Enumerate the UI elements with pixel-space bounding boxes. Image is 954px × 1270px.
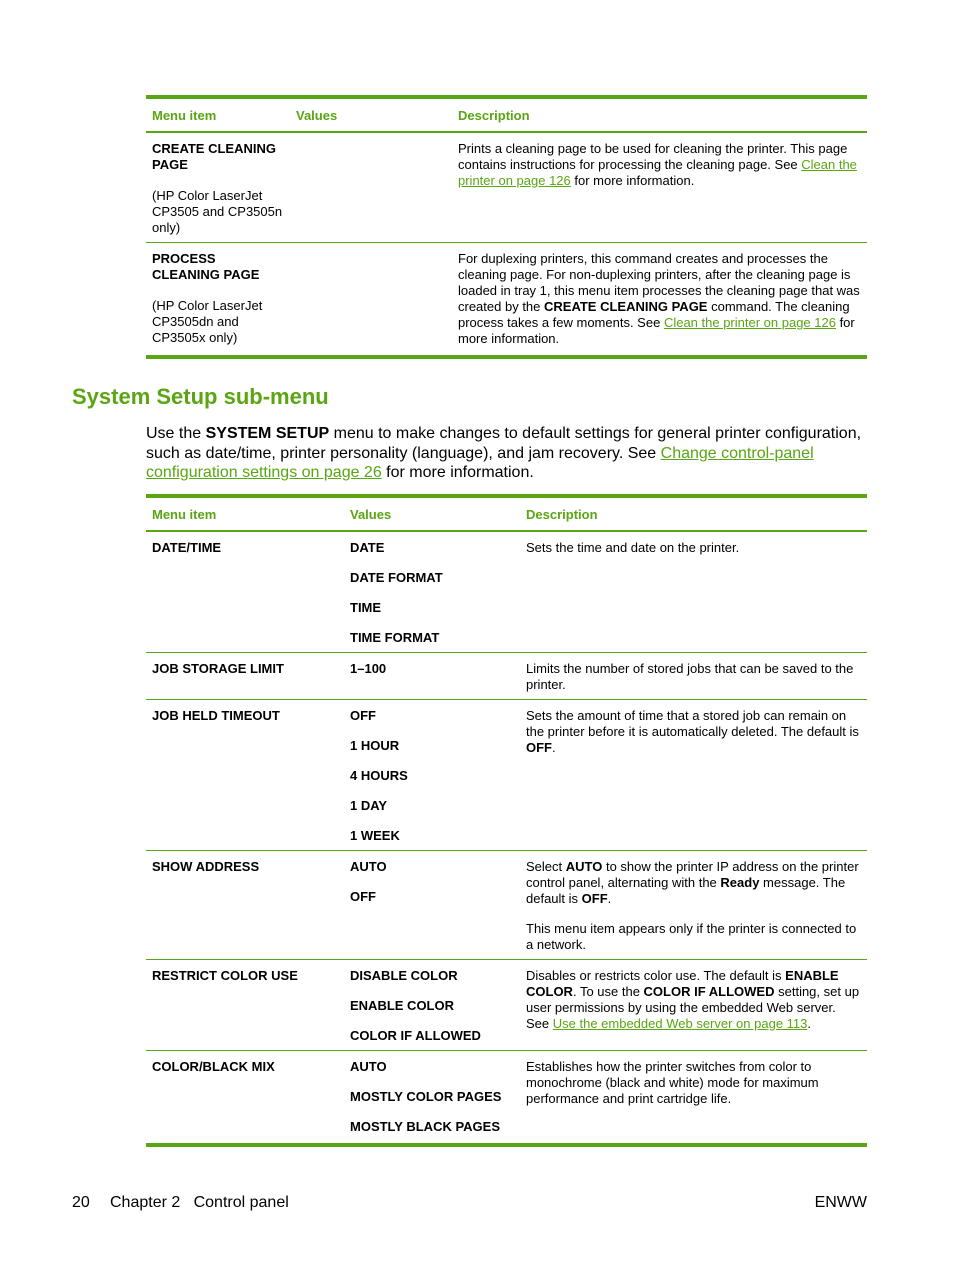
description-text: . To use the bbox=[572, 984, 644, 999]
column-header-description: Description bbox=[520, 496, 867, 531]
value-option: TIME bbox=[350, 600, 382, 615]
menu-item-name: DATE/TIME bbox=[146, 531, 344, 653]
value-option: COLOR IF ALLOWED bbox=[350, 1028, 481, 1043]
value-option: ENABLE COLOR bbox=[350, 998, 454, 1013]
column-header-menu-item: Menu item bbox=[146, 97, 290, 132]
table-header-row bbox=[146, 496, 867, 531]
menu-item-cell bbox=[146, 243, 290, 358]
description-bold: CREATE CLEANING PAGE bbox=[544, 299, 708, 314]
value-option: 1–100 bbox=[350, 661, 387, 676]
values-cell bbox=[344, 700, 520, 851]
intro-paragraph bbox=[146, 424, 870, 483]
intro-bold: SYSTEM SETUP bbox=[205, 425, 330, 442]
values-cell bbox=[290, 243, 452, 358]
description-cell: Sets the time and date on the printer. bbox=[520, 531, 867, 653]
description-text: command. The cleaning process takes a few moments. See bbox=[458, 299, 850, 330]
menu-item-note: (HP Color LaserJet CP3505dn and CP3505x only) bbox=[152, 298, 263, 345]
cleaning-menu-table bbox=[146, 95, 867, 359]
column-header-description: Description bbox=[452, 97, 867, 132]
menu-item-name: CREATE CLEANING PAGE bbox=[152, 141, 276, 172]
description-text: Sets the amount of time that a stored job can remain on the printer before it is automatically deleted. The default is bbox=[526, 708, 859, 739]
footer-page-number: 20 bbox=[72, 1194, 90, 1211]
description-bold: AUTO bbox=[565, 859, 603, 874]
table-row bbox=[146, 700, 867, 851]
values-cell bbox=[344, 851, 520, 960]
value-option: 4 HOURS bbox=[350, 768, 408, 783]
menu-item-name: SHOW ADDRESS bbox=[146, 851, 344, 960]
table-row bbox=[146, 851, 867, 960]
value-option: MOSTLY BLACK PAGES bbox=[350, 1119, 501, 1134]
description-cell bbox=[520, 960, 867, 1051]
value-option: DATE FORMAT bbox=[350, 570, 443, 585]
description-text: for more information. bbox=[570, 173, 695, 188]
intro-text: for more information. bbox=[381, 464, 534, 481]
description-text: . bbox=[807, 1016, 812, 1031]
description-text: setting, set up user permissions by using the embedded Web server. See bbox=[526, 984, 860, 1031]
description-cell: Establishes how the printer switches from color to monochrome (black and white) mode for maximum performance and print cartridge life. bbox=[520, 1051, 867, 1146]
description-text: to show the printer IP address on the printer control panel, alternating with the bbox=[526, 859, 859, 890]
description-cell bbox=[452, 132, 867, 243]
description-paragraph bbox=[526, 859, 861, 907]
value-option: 1 WEEK bbox=[350, 828, 400, 843]
menu-item-note: (HP Color LaserJet CP3505 and CP3505n only) bbox=[152, 188, 283, 235]
value-option: DISABLE COLOR bbox=[350, 968, 458, 983]
clean-printer-link[interactable]: Clean the printer on page 126 bbox=[458, 157, 857, 188]
section-title: System Setup sub-menu bbox=[72, 384, 329, 409]
description-text: For duplexing printers, this command creates and processes the cleaning page. For non-duplexing printers, after the cleaning page is loaded in tray 1, this menu item processes the cleaning page that was created by the bbox=[458, 251, 860, 314]
value-option: TIME FORMAT bbox=[350, 630, 440, 645]
description-text: . bbox=[552, 740, 556, 755]
values-cell bbox=[290, 132, 452, 243]
column-header-menu-item: Menu item bbox=[146, 496, 344, 531]
values-cell bbox=[344, 531, 520, 653]
embedded-web-server-link[interactable]: Use the embedded Web server on page 113 bbox=[552, 1016, 808, 1031]
footer-enww: ENWW bbox=[814, 1194, 867, 1211]
table-row bbox=[146, 653, 867, 700]
footer-chapter: Chapter 2 Control panel bbox=[110, 1194, 289, 1211]
value-option: OFF bbox=[350, 708, 376, 723]
values-cell bbox=[344, 653, 520, 700]
intro-text: Use the bbox=[146, 425, 206, 442]
menu-item-cell bbox=[146, 132, 290, 243]
value-option: 1 HOUR bbox=[350, 738, 400, 753]
table-row bbox=[146, 1051, 867, 1146]
description-paragraph: This menu item appears only if the printer is connected to a network. bbox=[526, 921, 857, 952]
description-bold: OFF bbox=[526, 740, 552, 755]
menu-item-name: PROCESS CLEANING PAGE bbox=[152, 251, 260, 282]
values-cell bbox=[344, 1051, 520, 1146]
description-cell bbox=[520, 700, 867, 851]
menu-item-name: JOB STORAGE LIMIT bbox=[146, 653, 344, 700]
description-bold: COLOR IF ALLOWED bbox=[643, 984, 775, 999]
value-option: OFF bbox=[350, 889, 376, 904]
intro-text: menu to make changes to default settings for general printer configuration, such as date/time, printer personality (language), and jam recovery. See bbox=[146, 425, 862, 462]
description-text: for more information. bbox=[458, 315, 855, 346]
clean-printer-link[interactable]: Clean the printer on page 126 bbox=[663, 315, 836, 330]
table-row bbox=[146, 243, 867, 358]
menu-item-name: RESTRICT COLOR USE bbox=[146, 960, 344, 1051]
description-text: Select bbox=[526, 859, 566, 874]
description-bold: Ready bbox=[720, 875, 760, 890]
column-header-values: Values bbox=[344, 496, 520, 531]
description-text: message. The default is bbox=[526, 875, 846, 906]
table-header-row bbox=[146, 97, 867, 132]
description-cell bbox=[452, 243, 867, 358]
value-option: AUTO bbox=[350, 859, 387, 874]
value-option: DATE bbox=[350, 540, 385, 555]
table-row bbox=[146, 960, 867, 1051]
description-cell bbox=[520, 851, 867, 960]
value-option: MOSTLY COLOR PAGES bbox=[350, 1089, 502, 1104]
description-bold: ENABLE COLOR bbox=[526, 968, 839, 999]
menu-item-name: COLOR/BLACK MIX bbox=[146, 1051, 344, 1146]
description-bold: OFF bbox=[581, 891, 608, 906]
values-cell bbox=[344, 960, 520, 1051]
description-cell: Limits the number of stored jobs that can be saved to the printer. bbox=[520, 653, 867, 700]
system-setup-table bbox=[146, 494, 867, 1147]
menu-item-name: JOB HELD TIMEOUT bbox=[146, 700, 344, 851]
value-option: 1 DAY bbox=[350, 798, 388, 813]
change-settings-link[interactable]: Change control-panel configuration settings on page 26 bbox=[146, 444, 814, 481]
description-text: . bbox=[607, 891, 612, 906]
table-row bbox=[146, 531, 867, 653]
value-option: AUTO bbox=[350, 1059, 387, 1074]
description-text: Disables or restricts color use. The default is bbox=[526, 968, 786, 983]
table-row bbox=[146, 132, 867, 243]
description-text: Prints a cleaning page to be used for cleaning the printer. This page contains instructions for processing the cleaning page. See bbox=[458, 141, 848, 172]
column-header-values: Values bbox=[290, 97, 452, 132]
